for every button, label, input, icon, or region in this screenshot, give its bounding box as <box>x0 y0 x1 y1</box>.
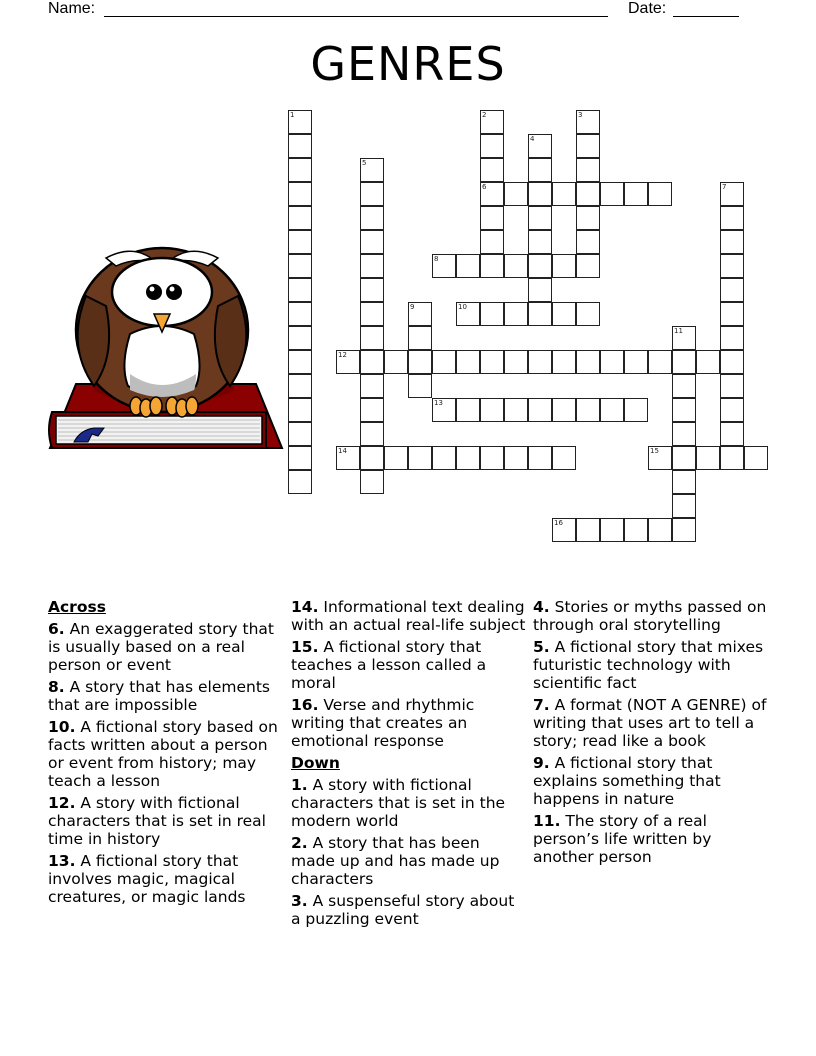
clue-number: 8 <box>434 255 439 263</box>
crossword-cell[interactable] <box>480 350 504 374</box>
date-label: Date: <box>628 0 667 17</box>
crossword-cell[interactable] <box>720 374 744 398</box>
down-heading: Down <box>291 754 340 772</box>
crossword-cell[interactable] <box>576 398 600 422</box>
crossword-cell[interactable] <box>504 254 528 278</box>
crossword-cell[interactable] <box>360 158 384 182</box>
crossword-cell[interactable] <box>480 206 504 230</box>
crossword-cell[interactable] <box>624 398 648 422</box>
crossword-cell[interactable] <box>576 182 600 206</box>
clue-down-9: 9. A fictional story that explains something that happens in nature <box>533 754 721 808</box>
crossword-cell[interactable] <box>480 302 504 326</box>
crossword-cell[interactable] <box>624 350 648 374</box>
crossword-cell[interactable] <box>288 374 312 398</box>
clue-across-12: 12. A story with fictional characters that is set in real time in history <box>48 794 266 848</box>
crossword-cell[interactable] <box>408 446 432 470</box>
clue-number: 1 <box>290 111 295 119</box>
crossword-cell[interactable] <box>720 254 744 278</box>
clues-column-3 <box>533 598 769 870</box>
name-label: Name: <box>48 0 96 17</box>
crossword-cell[interactable] <box>360 278 384 302</box>
crossword-cell[interactable] <box>288 182 312 206</box>
clues-column-2 <box>291 598 527 932</box>
crossword-cell[interactable] <box>720 182 744 206</box>
crossword-cell[interactable] <box>672 422 696 446</box>
clue-number: 4 <box>530 135 535 143</box>
crossword-cell[interactable] <box>528 446 552 470</box>
crossword-cell[interactable] <box>528 350 552 374</box>
crossword-cell[interactable] <box>432 350 456 374</box>
clue-number: 13 <box>434 399 443 407</box>
crossword-cell[interactable] <box>408 350 432 374</box>
crossword-cell[interactable] <box>288 110 312 134</box>
crossword-cell[interactable] <box>432 398 456 422</box>
clue-across-16: 16. Verse and rhythmic writing that creates an emotional response <box>291 696 475 750</box>
clue-across-13: 13. A fictional story that involves magic, magical creatures, or magic lands <box>48 852 246 906</box>
crossword-cell[interactable] <box>456 446 480 470</box>
crossword-cell[interactable] <box>528 230 552 254</box>
clue-down-4: 4. Stories or myths passed on through oral storytelling <box>533 598 767 634</box>
clue-across-10: 10. A fictional story based on facts written about a person or event from history; may teach a lesson <box>48 718 278 790</box>
crossword-cell[interactable] <box>480 230 504 254</box>
crossword-cell[interactable] <box>456 398 480 422</box>
crossword-cell[interactable] <box>720 350 744 374</box>
crossword-cell[interactable] <box>672 446 696 470</box>
clue-across-15: 15. A fictional story that teaches a lesson called a moral <box>291 638 487 692</box>
name-field[interactable] <box>104 16 608 17</box>
crossword-cell[interactable] <box>360 182 384 206</box>
crossword-cell[interactable] <box>432 446 456 470</box>
crossword-cell[interactable] <box>288 470 312 494</box>
clues-column-1 <box>48 598 284 910</box>
crossword-cell[interactable] <box>288 158 312 182</box>
crossword-cell[interactable] <box>600 398 624 422</box>
crossword-cell[interactable] <box>288 134 312 158</box>
crossword-cell[interactable] <box>528 158 552 182</box>
worksheet-header <box>48 0 748 20</box>
crossword-cell[interactable] <box>360 302 384 326</box>
clue-number: 6 <box>482 183 487 191</box>
crossword-cell[interactable] <box>648 518 672 542</box>
crossword-cell[interactable] <box>744 446 768 470</box>
crossword-cell[interactable] <box>288 206 312 230</box>
crossword-cell[interactable] <box>720 422 744 446</box>
crossword-cell[interactable] <box>504 182 528 206</box>
crossword-cell[interactable] <box>720 302 744 326</box>
crossword-cell[interactable] <box>576 254 600 278</box>
crossword-cell[interactable] <box>672 518 696 542</box>
crossword-cell[interactable] <box>504 398 528 422</box>
clue-down-1: 1. A story with fictional characters that is set in the modern world <box>291 776 506 830</box>
crossword-cell[interactable] <box>384 350 408 374</box>
crossword-cell[interactable] <box>576 134 600 158</box>
crossword-cell[interactable] <box>696 446 720 470</box>
crossword-cell[interactable] <box>408 326 432 350</box>
clue-number: 3 <box>578 111 583 119</box>
clue-across-6: 6. An exaggerated story that is usually based on a real person or event <box>48 620 274 674</box>
crossword-cell[interactable] <box>624 182 648 206</box>
crossword-cell[interactable] <box>672 398 696 422</box>
crossword-cell[interactable] <box>552 398 576 422</box>
crossword-cell[interactable] <box>600 182 624 206</box>
crossword-cell[interactable] <box>480 446 504 470</box>
crossword-cell[interactable] <box>360 374 384 398</box>
crossword-cell[interactable] <box>528 206 552 230</box>
crossword-cell[interactable] <box>528 278 552 302</box>
crossword-cell[interactable] <box>576 230 600 254</box>
clue-across-8: 8. A story that has elements that are impossible <box>48 678 270 714</box>
clue-down-5: 5. A fictional story that mixes futuristic technology with scientific fact <box>533 638 764 692</box>
crossword-cell[interactable] <box>288 230 312 254</box>
crossword-cell[interactable] <box>504 302 528 326</box>
crossword-cell[interactable] <box>480 158 504 182</box>
crossword-cell[interactable] <box>552 446 576 470</box>
crossword-cell[interactable] <box>576 158 600 182</box>
crossword-cell[interactable] <box>480 254 504 278</box>
crossword-cell[interactable] <box>720 206 744 230</box>
crossword-cell[interactable] <box>456 254 480 278</box>
crossword-cell[interactable] <box>384 446 408 470</box>
crossword-cell[interactable] <box>528 134 552 158</box>
crossword-cell[interactable] <box>576 350 600 374</box>
crossword-cell[interactable] <box>648 182 672 206</box>
clue-across-14: 14. Informational text dealing with an actual real-life subject <box>291 598 526 634</box>
page-title: GENRES <box>310 37 506 91</box>
clue-number: 7 <box>722 183 727 191</box>
crossword-cell[interactable] <box>336 446 360 470</box>
crossword-cell[interactable] <box>720 230 744 254</box>
crossword-cell[interactable] <box>432 254 456 278</box>
crossword-cell[interactable] <box>552 518 576 542</box>
crossword-cell[interactable] <box>360 422 384 446</box>
clue-number: 16 <box>554 519 563 527</box>
crossword-cell[interactable] <box>720 446 744 470</box>
crossword-cell[interactable] <box>672 374 696 398</box>
clue-down-2: 2. A story that has been made up and has made up characters <box>291 834 500 888</box>
crossword-cell[interactable] <box>552 302 576 326</box>
crossword-cell[interactable] <box>480 134 504 158</box>
crossword-cell[interactable] <box>480 398 504 422</box>
crossword-cell[interactable] <box>480 110 504 134</box>
crossword-cell[interactable] <box>456 350 480 374</box>
crossword-cell[interactable] <box>336 350 360 374</box>
crossword-cell[interactable] <box>360 398 384 422</box>
clue-down-7: 7. A format (NOT A GENRE) of writing that uses art to tell a story; read like a book <box>533 696 767 750</box>
crossword-cell[interactable] <box>288 302 312 326</box>
crossword-cell[interactable] <box>576 518 600 542</box>
crossword-cell[interactable] <box>288 350 312 374</box>
crossword-cell[interactable] <box>576 206 600 230</box>
crossword-cell[interactable] <box>720 326 744 350</box>
crossword-cell[interactable] <box>504 350 528 374</box>
crossword-cell[interactable] <box>288 326 312 350</box>
crossword-cell[interactable] <box>720 398 744 422</box>
crossword-cell[interactable] <box>720 278 744 302</box>
crossword-cell[interactable] <box>672 494 696 518</box>
clue-number: 2 <box>482 111 487 119</box>
crossword-cell[interactable] <box>552 350 576 374</box>
crossword-cell[interactable] <box>648 446 672 470</box>
crossword-cell[interactable] <box>360 470 384 494</box>
clue-number: 14 <box>338 447 347 455</box>
crossword-cell[interactable] <box>360 446 384 470</box>
clue-down-11: 11. The story of a real person’s life written by another person <box>533 812 712 866</box>
across-heading: Across <box>48 598 106 616</box>
clue-number: 5 <box>362 159 367 167</box>
clue-number: 11 <box>674 327 683 335</box>
crossword-cell[interactable] <box>576 110 600 134</box>
crossword-cell[interactable] <box>288 422 312 446</box>
crossword-cell[interactable] <box>528 302 552 326</box>
clue-number: 15 <box>650 447 659 455</box>
crossword-cell[interactable] <box>360 206 384 230</box>
crossword-cell[interactable] <box>456 302 480 326</box>
crossword-cell[interactable] <box>672 350 696 374</box>
crossword-cell[interactable] <box>288 398 312 422</box>
owl-on-book-icon <box>46 236 286 464</box>
crossword-cell[interactable] <box>360 254 384 278</box>
crossword-cell[interactable] <box>288 446 312 470</box>
crossword-cell[interactable] <box>480 182 504 206</box>
crossword-cell[interactable] <box>528 182 552 206</box>
crossword-cell[interactable] <box>504 446 528 470</box>
crossword-cell[interactable] <box>648 350 672 374</box>
crossword-cell[interactable] <box>528 398 552 422</box>
crossword-cell[interactable] <box>672 326 696 350</box>
clue-number: 9 <box>410 303 415 311</box>
crossword-cell[interactable] <box>552 254 576 278</box>
crossword-cell[interactable] <box>696 350 720 374</box>
crossword-cell[interactable] <box>360 350 384 374</box>
crossword-cell[interactable] <box>600 518 624 542</box>
crossword-cell[interactable] <box>528 254 552 278</box>
crossword-cell[interactable] <box>600 350 624 374</box>
clue-number: 12 <box>338 351 347 359</box>
crossword-cell[interactable] <box>624 518 648 542</box>
crossword-cell[interactable] <box>408 374 432 398</box>
crossword-cell[interactable] <box>360 326 384 350</box>
clue-number: 10 <box>458 303 467 311</box>
crossword-cell[interactable] <box>552 182 576 206</box>
date-field[interactable] <box>673 16 739 17</box>
crossword-cell[interactable] <box>672 470 696 494</box>
crossword-cell[interactable] <box>360 230 384 254</box>
clue-down-3: 3. A suspenseful story about a puzzling event <box>291 892 515 928</box>
crossword-cell[interactable] <box>288 278 312 302</box>
crossword-cell[interactable] <box>288 254 312 278</box>
crossword-cell[interactable] <box>408 302 432 326</box>
crossword-cell[interactable] <box>576 302 600 326</box>
